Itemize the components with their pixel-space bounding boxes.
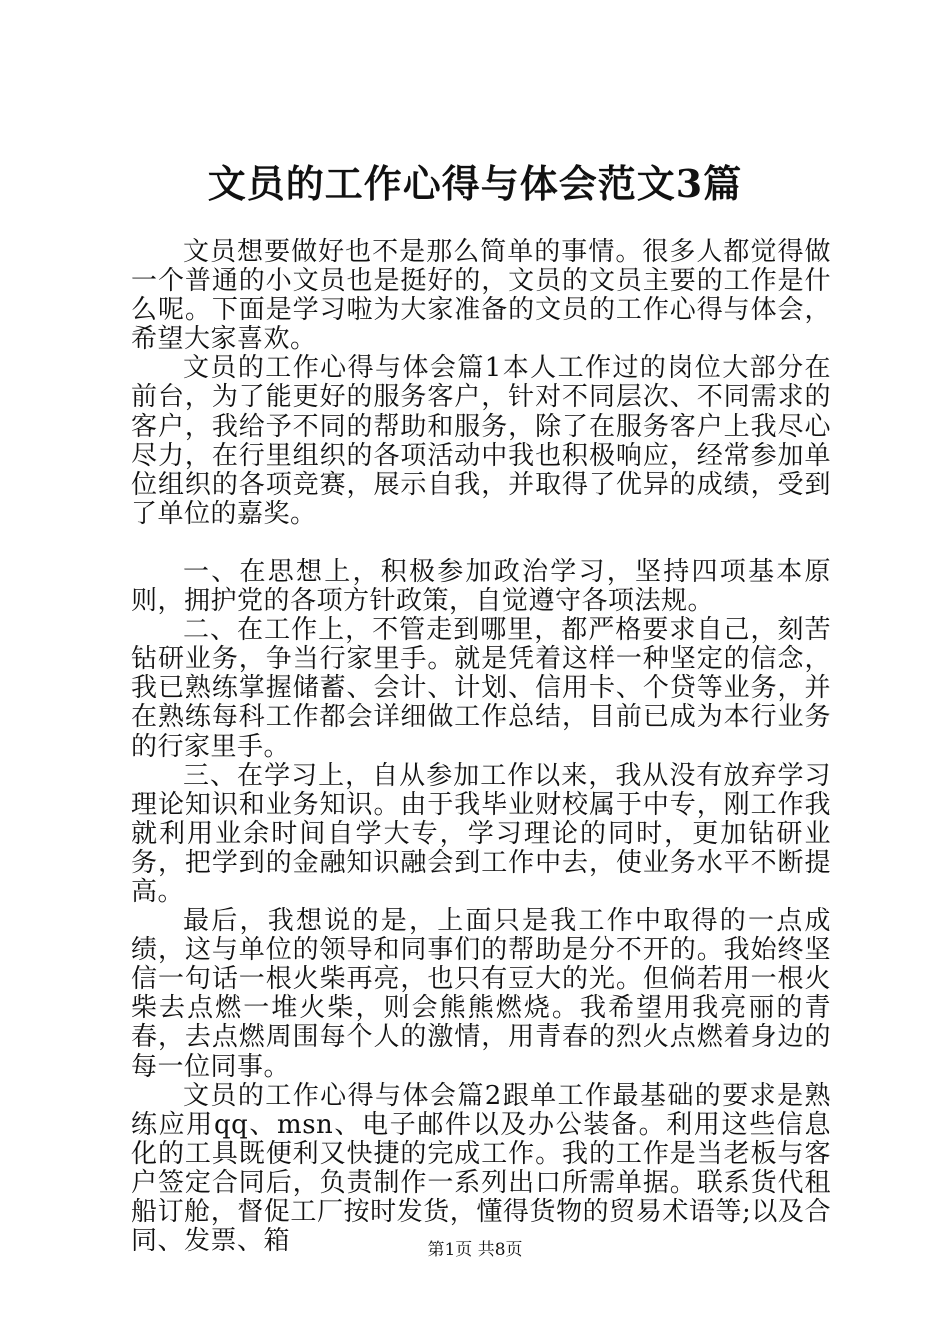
paragraph-intro: 文员想要做好也不是那么简单的事情。很多人都觉得做一个普通的小文员也是挺好的，文员的文员主要的工作是什么呢。下面是学习啦为大家准备的文员的工作心得与体会，希望大家喜欢。 <box>131 237 831 355</box>
paragraph-part1-intro: 文员的工作心得与体会篇1本人工作过的岗位大部分在前台，为了能更好的服务客户，针对不同层次、不同需求的客户，我给予不同的帮助和服务，除了在服务客户上我尽心尽力，在行里组织的各项活动中我也积极响应，经常参加单位组织的各项竞赛，展示自我，并取得了优异的成绩，受到了单位的嘉奖。 <box>131 353 831 529</box>
paragraph-conclusion: 最后，我想说的是，上面只是我工作中取得的一点成绩，这与单位的领导和同事们的帮助是分不开的。我始终坚信一句话一根火柴再亮，也只有豆大的光。但倘若用一根火柴去点燃一堆火柴，则会熊熊燃烧。我希望用我亮丽的青春，去点燃周围每个人的激情，用青春的烈火点燃着身边的每一位同事。 <box>131 906 831 1082</box>
document-title: 文员的工作心得与体会范文3篇 <box>207 161 743 206</box>
paragraph-point-study: 三、在学习上，自从参加工作以来，我从没有放弃学习理论知识和业务知识。由于我毕业财校属于中专，刚工作我就利用业余时间自学大专，学习理论的同时，更加钻研业务，把学到的金融知识融会到工作中去，使业务水平不断提高。 <box>131 760 831 907</box>
document-body <box>131 238 831 1256</box>
paragraph-point-thinking: 一、在思想上，积极参加政治学习，坚持四项基本原则，拥护党的各项方针政策，自觉遵守各项法规。 <box>131 556 831 617</box>
paragraph-part2-intro: 文员的工作心得与体会篇2跟单工作最基础的要求是熟练应用qq、msn、电子邮件以及办公装备。利用这些信息化的工具既便利又快捷的完成工作。我的工作是当老板与客户签定合同后，负责制作一系列出口所需单据。联系货代租船订舱，督促工厂按时发货，懂得货物的贸易术语等;以及合同、发票、箱 <box>131 1080 831 1257</box>
page-number-footer: 第1页 共8页 <box>427 1240 523 1260</box>
paragraph-point-work: 二、在工作上，不管走到哪里，都严格要求自己，刻苦钻研业务，争当行家里手。就是凭着这样一种坚定的信念，我已熟练掌握储蓄、会计、计划、信用卡、个贷等业务，并在熟练每科工作都会详细做工作总结，目前已成为本行业务的行家里手。 <box>131 615 831 762</box>
